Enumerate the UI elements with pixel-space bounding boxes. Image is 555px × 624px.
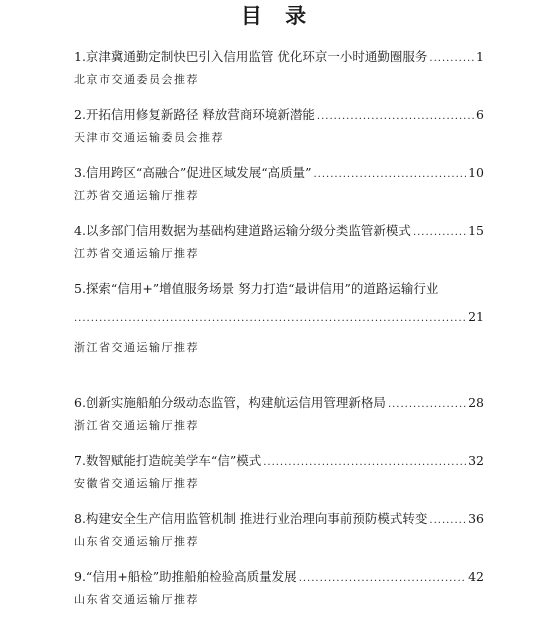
dot-leader [314, 164, 467, 186]
dot-leader [263, 452, 466, 474]
toc-page-number[interactable]: 15 [468, 223, 484, 238]
toc-entry-title[interactable]: 4.以多部门信用数据为基础构建道路运输分级分类监管新模式 [74, 223, 411, 238]
toc-page-number[interactable]: 1 [476, 49, 484, 64]
toc-recommender: 北京市交通委员会推荐 [74, 73, 199, 86]
toc-recommender: 浙江省交通运输厅推荐 [74, 341, 199, 354]
toc-entry-9[interactable] [74, 566, 484, 624]
toc-entry-line[interactable] [74, 162, 484, 184]
toc-page-number[interactable]: 6 [476, 107, 484, 122]
dot-leader [317, 106, 474, 128]
toc-page-number[interactable]: 36 [468, 511, 484, 526]
toc-entry-title[interactable]: 7.数智赋能打造皖美学车“信”模式 [74, 453, 262, 468]
toc-entry-5[interactable] [74, 278, 484, 392]
toc-entry-line[interactable] [74, 104, 484, 126]
toc-entry-3[interactable] [74, 162, 484, 220]
toc-page-number[interactable]: 21 [468, 309, 484, 324]
toc-entry-title[interactable]: 6.创新实施船舶分级动态监管，构建航运信用管理新格局 [74, 395, 386, 410]
toc-entry-title[interactable]: 8.构建安全生产信用监管机制 推进行业治理向事前预防模式转变 [74, 511, 428, 526]
toc-entry-title[interactable]: 3.信用跨区“高融合”促进区域发展“高质量” [74, 165, 312, 180]
toc-recommender: 浙江省交通运输厅推荐 [74, 419, 199, 432]
toc-entry-7[interactable] [74, 450, 484, 508]
toc-entry-line[interactable] [74, 220, 484, 242]
toc-entry-4[interactable] [74, 220, 484, 278]
dot-leader [429, 510, 466, 532]
dot-leader [413, 222, 466, 244]
toc-entry-title[interactable]: 9.“信用+船检”助推船舶检验高质量发展 [74, 569, 297, 584]
dot-leader [388, 394, 466, 416]
toc-page-number[interactable]: 28 [468, 395, 484, 410]
toc-entry-line[interactable] [74, 392, 484, 414]
toc-recommender: 安徽省交通运输厅推荐 [74, 477, 199, 490]
toc-page-number[interactable]: 32 [468, 453, 484, 468]
toc-entry-line[interactable] [74, 278, 484, 300]
toc-entry-title[interactable]: 1.京津冀通勤定制快巴引入信用监管 优化环京一小时通勤圈服务 [74, 49, 428, 64]
page-title: 目 录 [240, 3, 315, 28]
toc-entry-line[interactable] [74, 566, 484, 588]
toc-entry-2[interactable] [74, 104, 484, 162]
toc-entry-line[interactable] [74, 46, 484, 68]
toc-entry-8[interactable] [74, 508, 484, 566]
toc-recommender: 江苏省交通运输厅推荐 [74, 189, 199, 202]
toc-entry-line[interactable] [74, 508, 484, 530]
toc-entry-line[interactable] [74, 450, 484, 472]
toc-recommender: 江苏省交通运输厅推荐 [74, 247, 199, 260]
toc-page-number[interactable]: 42 [468, 569, 484, 584]
toc-entry-title[interactable]: 5.探索“信用+”增值服务场景 努力打造“最讲信用”的道路运输行业 [74, 281, 439, 296]
dot-leader [429, 48, 474, 70]
dot-leader [74, 308, 466, 330]
toc-recommender: 山东省交通运输厅推荐 [74, 535, 199, 548]
toc-recommender: 天津市交通运输委员会推荐 [74, 131, 224, 144]
toc-entry-line-continued[interactable] [74, 306, 484, 328]
toc-page-number[interactable]: 10 [468, 165, 484, 180]
toc-entry-6[interactable] [74, 392, 484, 450]
dot-leader [299, 568, 466, 590]
toc-recommender: 山东省交通运输厅推荐 [74, 593, 199, 606]
toc-entry-title[interactable]: 2.开拓信用修复新路径 释放营商环境新潜能 [74, 107, 315, 122]
toc-list [74, 46, 484, 624]
toc-entry-1[interactable] [74, 46, 484, 104]
